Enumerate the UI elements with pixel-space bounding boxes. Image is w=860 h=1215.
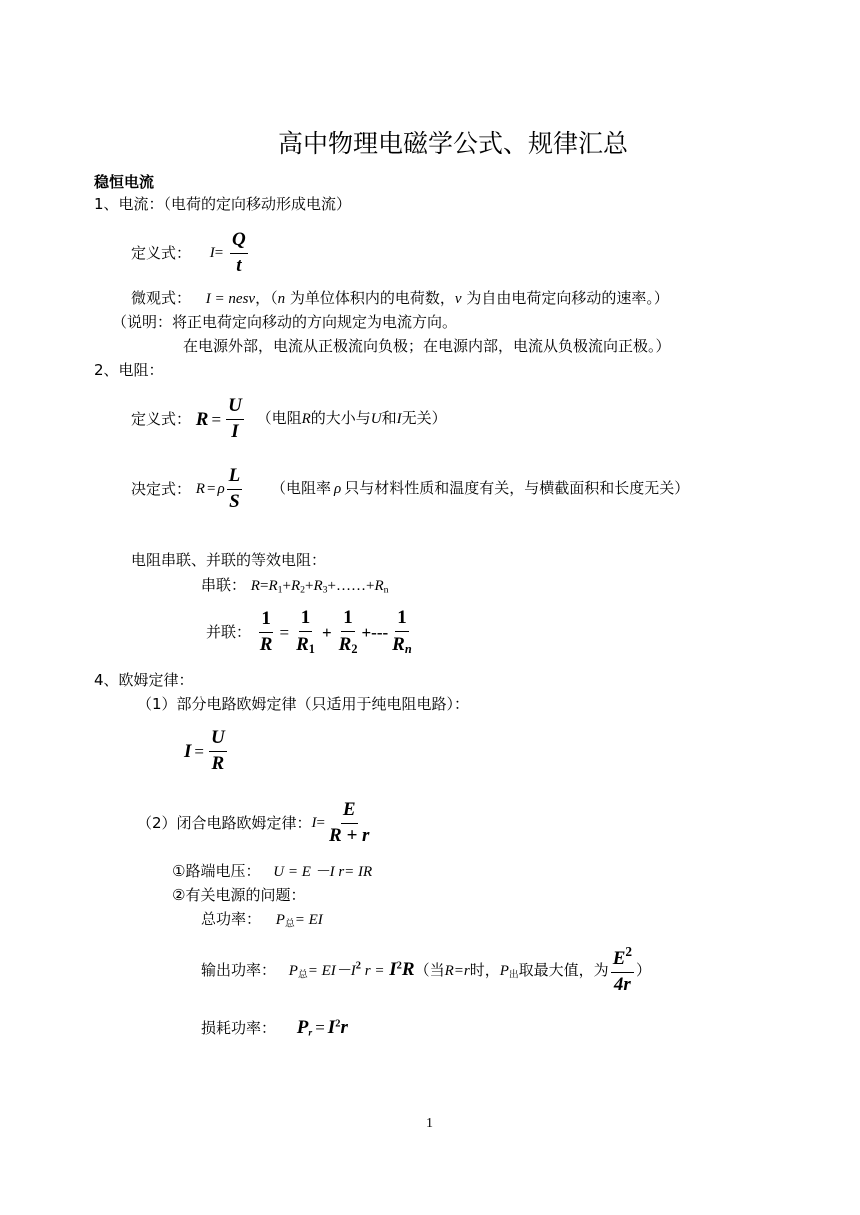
out-note-sub: 出: [508, 969, 519, 981]
ohm2-num: E: [341, 800, 358, 824]
res-decide-num: L: [227, 466, 243, 490]
current-note-2: 在电源外部，电流从正极流向负极；在电源内部，电流从负极流向正极。）: [183, 337, 671, 355]
series-dots: +……+: [327, 578, 375, 594]
ohm-part2: （2）闭合电路欧姆定律：I= $\frac{E}{R + r}$: [137, 799, 370, 846]
res-decide-note-b: 只与材料性质和温度有关，与横截面积和长度无关）: [344, 479, 690, 498]
output-power-label: 输出功率：: [201, 960, 277, 979]
item4-heading: 4、欧姆定律：: [94, 671, 194, 689]
ohm1-den: R: [211, 752, 225, 774]
series-s1: 1: [277, 584, 283, 596]
par-t1-R: R: [296, 633, 309, 655]
out-big-sup: 2: [396, 960, 402, 972]
ohm1-lhs: I: [184, 740, 192, 762]
micro-note-b: 为单位体积内的电荷数，: [285, 289, 455, 307]
res-def-lhs: R: [195, 408, 209, 430]
out-big-R: R: [401, 959, 415, 981]
micro-note-c: 为自由电荷定向移动的速率。）: [461, 289, 669, 307]
current-def-den: t: [236, 254, 242, 276]
par-dots: +---: [361, 622, 389, 642]
ohm1-fraction: [209, 728, 227, 775]
loss-sub: r: [308, 1027, 313, 1039]
ohm-part1-formula: I = $\frac{U}{R}$: [184, 727, 225, 774]
current-def-fraction: [230, 230, 248, 277]
loss-power-label: 损耗功率：: [201, 1019, 277, 1037]
micro-note-v: v: [454, 291, 462, 307]
par-t2-R: R: [338, 633, 352, 655]
out-note-P: P: [499, 963, 509, 980]
loss-eq: =: [315, 1018, 325, 1037]
current-micro: [131, 291, 669, 307]
par-t1-num: 1: [299, 608, 313, 632]
ohm2-den: R + r: [329, 824, 370, 846]
out-note-d: ）: [636, 960, 652, 979]
res-def-label: 定义式：: [131, 409, 192, 428]
loss-r: r: [340, 1017, 348, 1038]
term-voltage-label: ①路端电压：: [172, 862, 261, 880]
total-power-label: 总功率：: [201, 910, 262, 928]
res-decide-note-rho: ρ: [334, 481, 342, 498]
res-note-U: U: [370, 411, 382, 428]
series-rn: R: [374, 578, 384, 594]
loss-sup: 2: [335, 1018, 341, 1030]
out-rhs-a: = EI－I: [307, 963, 356, 980]
ohm2-lhs: I: [311, 814, 317, 831]
output-power: [201, 945, 651, 996]
out-max-num: E: [612, 947, 626, 969]
micro-formula: I = nesv: [205, 291, 256, 307]
parallel-formula: 并联： $\frac{1}{R}$ = $\frac{1}{R_1}$ + $\frac{1}{R_2}$ +--- $\frac{1}{R_n}$: [206, 607, 412, 656]
res-decide-label: 决定式：: [131, 479, 192, 498]
total-power-rhs: = EI: [294, 912, 323, 928]
res-note-c: 和: [381, 409, 397, 428]
parallel-term-n: [390, 608, 414, 657]
page-number: 1: [426, 1116, 433, 1131]
current-def-num: Q: [230, 230, 248, 254]
ohm2-fraction: [327, 800, 371, 847]
par-t2-num: 1: [341, 608, 355, 632]
term-voltage-formula: U = E －I r= IR: [273, 864, 373, 880]
res-def-fraction: [226, 396, 244, 443]
series-eq: =: [259, 578, 269, 594]
total-power-P: P: [275, 912, 285, 928]
series-formula: 串联： $R=R_1+R_2+R_3+\dots\dots+R_n$: [201, 576, 389, 596]
total-power: [201, 912, 323, 929]
series-s3: 3: [322, 584, 328, 596]
page-title: 高中物理电磁学公式、规律汇总: [278, 129, 629, 158]
out-note-b: 时，: [469, 961, 500, 980]
series-r1: R: [268, 578, 278, 594]
current-def-eq: =: [214, 244, 224, 261]
res-note-R: R: [301, 411, 311, 428]
series-r2: R: [290, 578, 301, 594]
micro-label: 微观式：: [131, 289, 192, 307]
parallel-term-2: [337, 608, 360, 657]
total-power-sub: 总: [284, 918, 295, 930]
terminal-voltage: [172, 864, 372, 880]
series-lhs: R: [250, 578, 260, 594]
par-tn-R: R: [392, 633, 405, 655]
res-def-num: U: [226, 396, 244, 420]
par-lhs-den: R: [259, 633, 273, 655]
res-decide-fraction: [227, 466, 243, 513]
out-max-fraction: [611, 945, 634, 996]
current-def-label: 定义式：: [131, 243, 192, 262]
res-decide-note-a: （电阻率: [271, 479, 332, 498]
par-tn-num: 1: [395, 608, 409, 632]
out-P: P: [288, 963, 298, 980]
ohm-part1-label: （1）部分电路欧姆定律（只适用于纯电阻电路）：: [137, 695, 470, 713]
out-note-a: （当: [414, 961, 445, 980]
resistance-definition: 定义式： R = $\frac{U}{I}$ （电阻R的大小与U和I无关）: [131, 395, 447, 442]
power-source-label: ②有关电源的问题：: [172, 886, 306, 904]
loss-power: [201, 1018, 348, 1038]
ohm1-num: U: [209, 728, 227, 752]
out-sup: 2: [355, 960, 361, 972]
current-def-lhs: I: [209, 244, 215, 261]
out-max-den: 4r: [613, 973, 631, 995]
current-definition: [131, 230, 250, 277]
micro-note-a: ，（: [255, 289, 278, 307]
parallel-lhs-fraction: [258, 609, 275, 656]
series-sn: n: [383, 584, 389, 596]
out-rhs-b: r =: [361, 963, 385, 980]
out-note-cond: R=r: [444, 963, 470, 980]
ohm2-label: （2）闭合电路欧姆定律：: [137, 813, 312, 832]
parallel-label: 并联：: [206, 622, 252, 641]
item2-heading: 2、电阻：: [94, 361, 164, 379]
current-note-1: （说明：将正电荷定向移动的方向规定为电流方向。: [112, 313, 458, 331]
res-decide-rho: ρ: [217, 480, 225, 497]
resistance-combination-label: 电阻串联、并联的等效电阻：: [131, 551, 327, 569]
res-decide-lhs: R: [195, 480, 205, 497]
par-t2-sub: 2: [351, 641, 358, 656]
loss-I: I: [327, 1017, 336, 1038]
series-s2: 2: [300, 584, 305, 596]
res-decide-den: S: [229, 490, 240, 512]
res-def-den: I: [231, 420, 239, 442]
series-r3: R: [313, 578, 323, 594]
resistance-decision: 决定式： R = ρ $\frac{L}{S}$ （电阻率 ρ 只与材料性质和温度有关，与横截面积和长度无关）: [131, 465, 690, 512]
section-title: 稳恒电流: [94, 173, 155, 191]
micro-note-n: n: [277, 291, 286, 307]
res-note-a: （电阻: [256, 409, 302, 428]
par-t1-sub: 1: [308, 641, 315, 656]
res-note-I: I: [396, 411, 402, 428]
res-note-b: 的大小与: [310, 409, 371, 428]
out-sub: 总: [297, 969, 308, 981]
item1-heading: 1、电流：（电荷的定向移动形成电流）: [94, 195, 352, 213]
loss-P: P: [296, 1017, 309, 1038]
out-note-c: 取最大值，为: [518, 961, 609, 980]
parallel-term-1: [294, 608, 317, 657]
res-note-d: 无关）: [401, 409, 447, 428]
out-big-I: I: [389, 959, 397, 981]
out-max-sup: 2: [625, 944, 633, 959]
series-label: 串联：: [201, 576, 247, 594]
par-lhs-num: 1: [259, 609, 273, 633]
par-tn-sub: n: [404, 641, 412, 656]
